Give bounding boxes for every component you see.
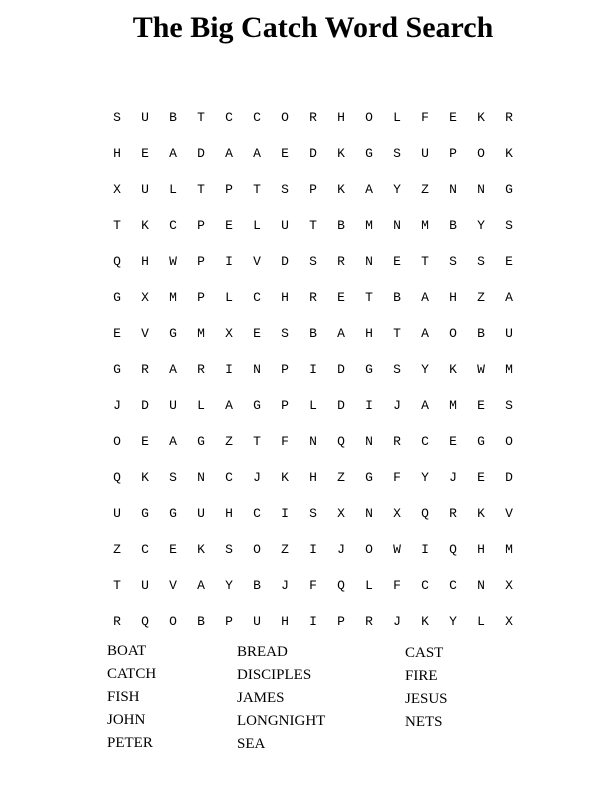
grid-letter: Q: [337, 434, 345, 449]
word-list-item: SEA: [237, 736, 266, 752]
grid-letter: J: [393, 614, 401, 629]
grid-letter: X: [505, 578, 513, 593]
grid-letter: A: [337, 326, 345, 341]
grid-row: [103, 496, 523, 532]
grid-letter: B: [253, 578, 261, 593]
grid-letter: F: [393, 470, 401, 485]
grid-letter: E: [449, 434, 457, 449]
grid-letter: J: [113, 398, 121, 413]
grid-row: [103, 316, 523, 352]
grid-letter: K: [197, 542, 205, 557]
grid-letter: N: [393, 218, 401, 233]
grid-letter: E: [281, 146, 289, 161]
grid-letter: X: [393, 506, 401, 521]
grid-letter: H: [309, 470, 317, 485]
grid-letter: P: [281, 398, 289, 413]
grid-letter: W: [169, 254, 177, 269]
grid-letter: E: [337, 290, 345, 305]
grid-letter: P: [225, 182, 233, 197]
grid-letter: P: [337, 614, 345, 629]
page-title: The Big Catch Word Search: [132, 11, 494, 44]
grid-letter: E: [225, 218, 233, 233]
grid-letter: Z: [113, 542, 121, 557]
grid-letter: H: [225, 506, 233, 521]
word-list-item: CAST: [405, 645, 444, 661]
grid-letter: B: [169, 110, 177, 125]
grid-letter: T: [197, 182, 205, 197]
grid-letter: A: [253, 146, 261, 161]
grid-letter: I: [281, 506, 289, 521]
grid-letter: H: [141, 254, 149, 269]
grid-letter: S: [393, 362, 401, 377]
grid-letter: P: [197, 254, 205, 269]
grid-letter: M: [421, 218, 429, 233]
grid-letter: S: [169, 470, 177, 485]
grid-letter: O: [253, 542, 261, 557]
grid-letter: Q: [113, 254, 121, 269]
grid-letter: L: [169, 182, 177, 197]
grid-letter: R: [113, 614, 121, 629]
grid-letter: S: [505, 218, 513, 233]
grid-letter: A: [169, 362, 177, 377]
grid-letter: G: [505, 182, 513, 197]
grid-letter: F: [281, 434, 289, 449]
grid-letter: C: [421, 578, 429, 593]
grid-letter: G: [169, 326, 177, 341]
grid-letter: I: [309, 362, 317, 377]
grid-letter: Y: [449, 614, 457, 629]
grid-letter: U: [197, 506, 205, 521]
grid-letter: K: [337, 182, 345, 197]
grid-letter: I: [225, 254, 233, 269]
grid-letter: M: [505, 362, 513, 377]
grid-letter: Q: [449, 542, 457, 557]
grid-letter: M: [169, 290, 177, 305]
letter-grid: [103, 100, 523, 640]
grid-letter: T: [253, 182, 261, 197]
grid-letter: G: [365, 146, 373, 161]
word-list-item: FIRE: [405, 668, 438, 684]
grid-letter: T: [309, 218, 317, 233]
grid-letter: G: [113, 290, 121, 305]
grid-letter: I: [421, 542, 429, 557]
grid-row: [103, 604, 523, 640]
word-list-item: LONGNIGHT: [237, 713, 326, 729]
grid-letter: V: [169, 578, 177, 593]
grid-letter: X: [113, 182, 121, 197]
grid-letter: Y: [421, 470, 429, 485]
grid-letter: K: [421, 614, 429, 629]
grid-letter: C: [169, 218, 177, 233]
grid-letter: X: [505, 614, 513, 629]
grid-row: [103, 136, 523, 172]
grid-letter: A: [225, 398, 233, 413]
grid-letter: K: [337, 146, 345, 161]
grid-letter: N: [253, 362, 261, 377]
grid-letter: F: [393, 578, 401, 593]
grid-letter: E: [141, 146, 149, 161]
grid-letter: J: [281, 578, 289, 593]
grid-letter: K: [141, 470, 149, 485]
word-list-item: FISH: [107, 689, 140, 705]
grid-letter: P: [449, 146, 457, 161]
word-list-column-3: [405, 642, 448, 734]
grid-letter: D: [197, 146, 205, 161]
grid-letter: A: [421, 398, 429, 413]
grid-letter: T: [421, 254, 429, 269]
grid-letter: S: [225, 542, 233, 557]
grid-letter: T: [197, 110, 205, 125]
grid-letter: Y: [421, 362, 429, 377]
grid-letter: R: [365, 614, 373, 629]
grid-letter: I: [309, 542, 317, 557]
grid-row: [103, 208, 523, 244]
grid-letter: O: [281, 110, 289, 125]
grid-letter: D: [505, 470, 513, 485]
grid-letter: G: [197, 434, 205, 449]
grid-row: [103, 388, 523, 424]
grid-letter: A: [505, 290, 513, 305]
grid-letter: H: [281, 290, 289, 305]
grid-letter: S: [309, 254, 317, 269]
grid-letter: E: [477, 470, 485, 485]
word-list-item: CATCH: [107, 666, 157, 682]
grid-letter: E: [449, 110, 457, 125]
grid-letter: R: [449, 506, 457, 521]
word-list-column-2: [237, 641, 325, 756]
grid-letter: A: [421, 290, 429, 305]
grid-letter: R: [505, 110, 513, 125]
grid-letter: O: [169, 614, 177, 629]
grid-letter: K: [141, 218, 149, 233]
grid-letter: C: [253, 506, 261, 521]
grid-letter: H: [113, 146, 121, 161]
grid-letter: N: [365, 506, 373, 521]
grid-letter: U: [253, 614, 261, 629]
grid-letter: R: [197, 362, 205, 377]
grid-letter: Q: [113, 470, 121, 485]
grid-letter: L: [477, 614, 485, 629]
grid-letter: S: [113, 110, 121, 125]
word-list-item: DISCIPLES: [237, 667, 312, 683]
grid-letter: Y: [393, 182, 401, 197]
grid-letter: D: [141, 398, 149, 413]
grid-letter: A: [169, 434, 177, 449]
grid-row: [103, 568, 523, 604]
grid-letter: M: [449, 398, 457, 413]
grid-letter: S: [393, 146, 401, 161]
grid-letter: Q: [141, 614, 149, 629]
grid-letter: K: [505, 146, 513, 161]
grid-letter: N: [477, 578, 485, 593]
grid-letter: G: [365, 470, 373, 485]
grid-letter: Z: [421, 182, 429, 197]
grid-letter: H: [477, 542, 485, 557]
grid-letter: B: [393, 290, 401, 305]
word-list-item: PETER: [107, 735, 153, 751]
grid-letter: X: [141, 290, 149, 305]
grid-letter: C: [225, 470, 233, 485]
grid-letter: O: [505, 434, 513, 449]
grid-letter: B: [197, 614, 205, 629]
word-list-item: JESUS: [405, 691, 448, 707]
grid-letter: H: [365, 326, 373, 341]
grid-letter: N: [365, 254, 373, 269]
grid-letter: W: [393, 542, 401, 557]
grid-letter: E: [477, 398, 485, 413]
grid-letter: N: [477, 182, 485, 197]
grid-letter: C: [141, 542, 149, 557]
grid-letter: N: [197, 470, 205, 485]
grid-letter: L: [225, 290, 233, 305]
grid-letter: H: [449, 290, 457, 305]
grid-letter: C: [253, 110, 261, 125]
grid-letter: N: [449, 182, 457, 197]
grid-letter: V: [253, 254, 261, 269]
grid-letter: X: [225, 326, 233, 341]
grid-letter: J: [337, 542, 345, 557]
grid-letter: V: [505, 506, 513, 521]
grid-letter: E: [393, 254, 401, 269]
grid-letter: A: [225, 146, 233, 161]
grid-letter: O: [477, 146, 485, 161]
word-list-item: JAMES: [237, 690, 285, 706]
grid-letter: N: [309, 434, 317, 449]
grid-letter: A: [197, 578, 205, 593]
grid-letter: K: [281, 470, 289, 485]
grid-letter: W: [477, 362, 485, 377]
grid-letter: L: [365, 578, 373, 593]
grid-letter: S: [449, 254, 457, 269]
grid-row: [103, 280, 523, 316]
grid-letter: R: [309, 110, 317, 125]
grid-letter: I: [225, 362, 233, 377]
grid-letter: M: [365, 218, 373, 233]
grid-letter: E: [113, 326, 121, 341]
word-list-item: NETS: [405, 714, 443, 730]
grid-letter: Y: [477, 218, 485, 233]
grid-letter: Z: [337, 470, 345, 485]
grid-letter: J: [449, 470, 457, 485]
grid-letter: Q: [337, 578, 345, 593]
grid-letter: E: [505, 254, 513, 269]
grid-letter: B: [477, 326, 485, 341]
grid-letter: Z: [281, 542, 289, 557]
grid-letter: B: [449, 218, 457, 233]
grid-letter: T: [393, 326, 401, 341]
grid-letter: L: [309, 398, 317, 413]
grid-letter: L: [253, 218, 261, 233]
grid-letter: Y: [225, 578, 233, 593]
grid-letter: C: [421, 434, 429, 449]
grid-row: [103, 424, 523, 460]
grid-letter: U: [113, 506, 121, 521]
grid-letter: U: [141, 578, 149, 593]
grid-letter: G: [141, 506, 149, 521]
grid-letter: H: [337, 110, 345, 125]
grid-letter: E: [141, 434, 149, 449]
grid-letter: J: [393, 398, 401, 413]
grid-letter: U: [141, 110, 149, 125]
grid-letter: F: [309, 578, 317, 593]
grid-letter: C: [253, 290, 261, 305]
grid-letter: K: [449, 362, 457, 377]
grid-letter: S: [505, 398, 513, 413]
grid-letter: O: [365, 110, 373, 125]
grid-letter: G: [113, 362, 121, 377]
grid-letter: S: [281, 182, 289, 197]
grid-letter: R: [141, 362, 149, 377]
grid-row: [103, 244, 523, 280]
grid-letter: O: [449, 326, 457, 341]
grid-letter: R: [337, 254, 345, 269]
word-list-item: BOAT: [107, 643, 147, 659]
grid-letter: M: [505, 542, 513, 557]
grid-row: [103, 460, 523, 496]
grid-letter: K: [477, 110, 485, 125]
grid-letter: O: [365, 542, 373, 557]
grid-letter: B: [337, 218, 345, 233]
grid-letter: D: [337, 398, 345, 413]
grid-row: [103, 172, 523, 208]
grid-letter: P: [197, 290, 205, 305]
grid-row: [103, 532, 523, 568]
grid-letter: U: [281, 218, 289, 233]
grid-letter: C: [449, 578, 457, 593]
grid-letter: G: [365, 362, 373, 377]
grid-letter: P: [197, 218, 205, 233]
word-list-item: BREAD: [237, 644, 288, 660]
grid-letter: E: [169, 542, 177, 557]
grid-letter: U: [505, 326, 513, 341]
grid-letter: X: [337, 506, 345, 521]
grid-letter: E: [253, 326, 261, 341]
grid-letter: A: [169, 146, 177, 161]
grid-letter: G: [169, 506, 177, 521]
grid-letter: U: [421, 146, 429, 161]
word-list-item: JOHN: [107, 712, 146, 728]
grid-letter: P: [281, 362, 289, 377]
grid-letter: I: [309, 614, 317, 629]
grid-letter: R: [309, 290, 317, 305]
grid-letter: S: [477, 254, 485, 269]
grid-letter: U: [169, 398, 177, 413]
grid-letter: J: [253, 470, 261, 485]
grid-letter: G: [253, 398, 261, 413]
grid-row: [103, 100, 523, 136]
grid-letter: P: [225, 614, 233, 629]
grid-letter: A: [365, 182, 373, 197]
grid-letter: K: [477, 506, 485, 521]
grid-letter: D: [281, 254, 289, 269]
grid-letter: U: [141, 182, 149, 197]
grid-letter: I: [365, 398, 373, 413]
grid-letter: C: [225, 110, 233, 125]
grid-letter: T: [365, 290, 373, 305]
grid-letter: R: [393, 434, 401, 449]
grid-letter: L: [393, 110, 401, 125]
grid-letter: Q: [421, 506, 429, 521]
grid-letter: S: [281, 326, 289, 341]
word-list-column-1: [107, 640, 156, 755]
grid-letter: T: [113, 218, 121, 233]
grid-letter: D: [337, 362, 345, 377]
grid-letter: L: [197, 398, 205, 413]
grid-row: [103, 352, 523, 388]
grid-letter: A: [421, 326, 429, 341]
grid-letter: V: [141, 326, 149, 341]
grid-letter: N: [365, 434, 373, 449]
grid-letter: T: [113, 578, 121, 593]
grid-letter: T: [253, 434, 261, 449]
grid-letter: D: [309, 146, 317, 161]
grid-letter: P: [309, 182, 317, 197]
grid-letter: S: [309, 506, 317, 521]
grid-letter: Z: [225, 434, 233, 449]
grid-letter: F: [421, 110, 429, 125]
grid-letter: M: [197, 326, 205, 341]
grid-letter: O: [113, 434, 121, 449]
grid-letter: Z: [477, 290, 485, 305]
grid-letter: H: [281, 614, 289, 629]
grid-letter: B: [309, 326, 317, 341]
grid-letter: G: [477, 434, 485, 449]
